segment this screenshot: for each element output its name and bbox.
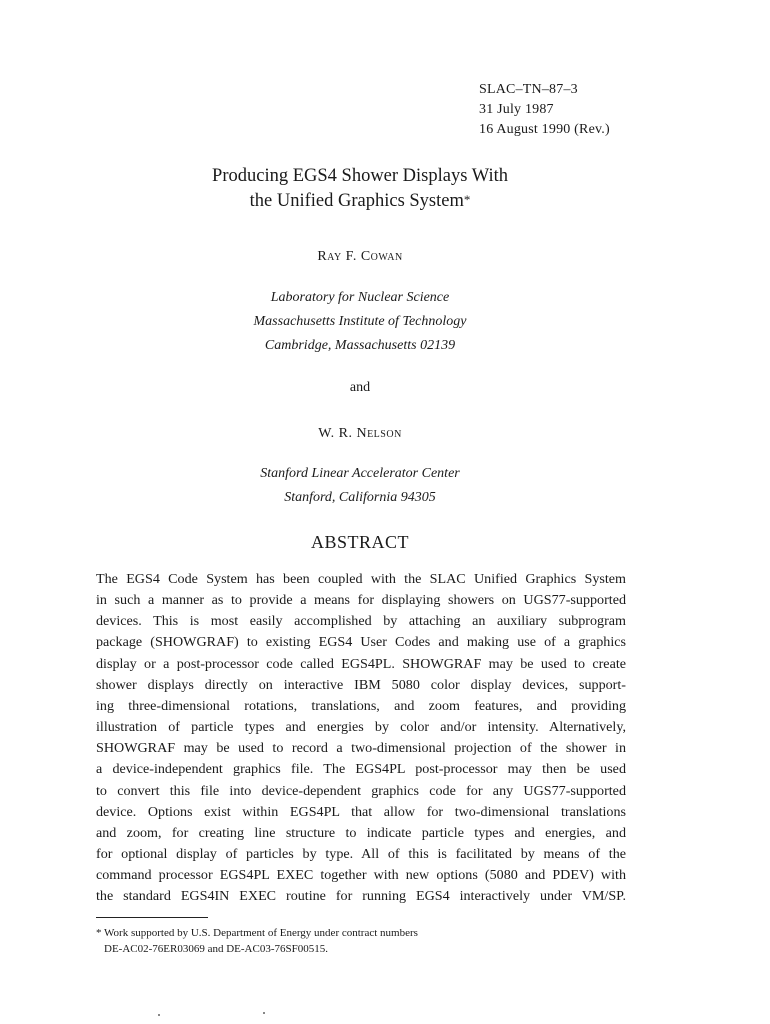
author-conjunction: and — [349, 380, 371, 395]
affiliation-line: Massachusetts Institute of Technology — [253, 314, 467, 329]
abstract-heading: ABSTRACT — [310, 532, 410, 552]
affiliation-line: Stanford, California 94305 — [284, 490, 436, 505]
footnote-line-2: DE-AC02-76ER03069 and DE-AC03-76SF00515. — [104, 943, 328, 955]
author-1-affiliation — [0, 286, 720, 358]
title-line-2: the Unified Graphics System — [249, 191, 464, 211]
title-line-2-wrap — [0, 189, 720, 214]
abstract-line: shower displays directly on interactive IBM 5080 color display devices, support- — [96, 676, 626, 693]
report-info — [479, 80, 610, 140]
affiliation-line: Laboratory for Nuclear Science — [270, 290, 450, 305]
author-1-name: Ray F. Cowan — [317, 249, 403, 264]
abstract-line: for optional display of particles by type. All of this is facilitated by means of the — [96, 846, 626, 863]
title-footnote-marker: * — [463, 192, 471, 207]
footnote — [96, 925, 418, 957]
abstract-body — [96, 569, 626, 908]
paper-title — [0, 164, 720, 214]
scan-speck — [158, 1014, 160, 1016]
abstract-line: a device-independent graphics file. The EGS4PL post-processor may then be used — [96, 761, 626, 778]
abstract-line: and zoom, for creating line structure to indicate particle types and energies, and — [96, 824, 626, 841]
author-2-affiliation — [0, 462, 720, 510]
abstract-line: command processor EGS4PL EXEC together with new options (5080 and PDEV) with — [96, 867, 626, 884]
abstract-line: package (SHOWGRAF) to existing EGS4 User Codes and making use of a graphics — [96, 634, 626, 651]
scan-specks — [150, 1012, 350, 1018]
report-number: SLAC–TN–87–3 — [479, 82, 578, 97]
abstract-line: SHOWGRAF may be used to record a two-dimensional projection of the shower in — [96, 740, 626, 757]
abstract-line: The EGS4 Code System has been coupled with the SLAC Unified Graphics System — [96, 571, 626, 587]
abstract-line: the standard EGS4IN EXEC routine for running EGS4 interactively under VM/SP. — [96, 888, 626, 905]
abstract-line: devices. This is most easily accomplished by attaching an auxiliary subprogram — [96, 613, 626, 630]
abstract-line: in such a manner as to provide a means for displaying showers on UGS77-supported — [96, 592, 626, 609]
author-2-name: W. R. Nelson — [318, 426, 402, 441]
abstract-line: device. Options exist within EGS4PL that allow for two-dimensional translations — [96, 803, 626, 820]
abstract-line: ing three-dimensional rotations, translations, and zoom features, and providing — [96, 697, 626, 714]
report-date: 31 July 1987 — [479, 102, 554, 117]
affiliation-line: Cambridge, Massachusetts 02139 — [264, 338, 456, 353]
footnote-line-1: * Work supported by U.S. Department of Energy under contract numbers — [96, 927, 418, 939]
report-revision: 16 August 1990 (Rev.) — [479, 122, 610, 137]
scan-speck — [263, 1012, 265, 1014]
footnote-rule — [96, 917, 208, 918]
abstract-line: illustration of particle types and energies by color and/or intensity. Alternatively, — [96, 719, 626, 736]
abstract-line: display or a post-processor code called EGS4PL. SHOWGRAF may be used to create — [96, 655, 626, 672]
title-line-1: Producing EGS4 Shower Displays With — [212, 166, 508, 186]
affiliation-line: Stanford Linear Accelerator Center — [260, 466, 460, 481]
abstract-line: to convert this file into device-dependent graphics code for any UGS77-supported — [96, 782, 626, 799]
